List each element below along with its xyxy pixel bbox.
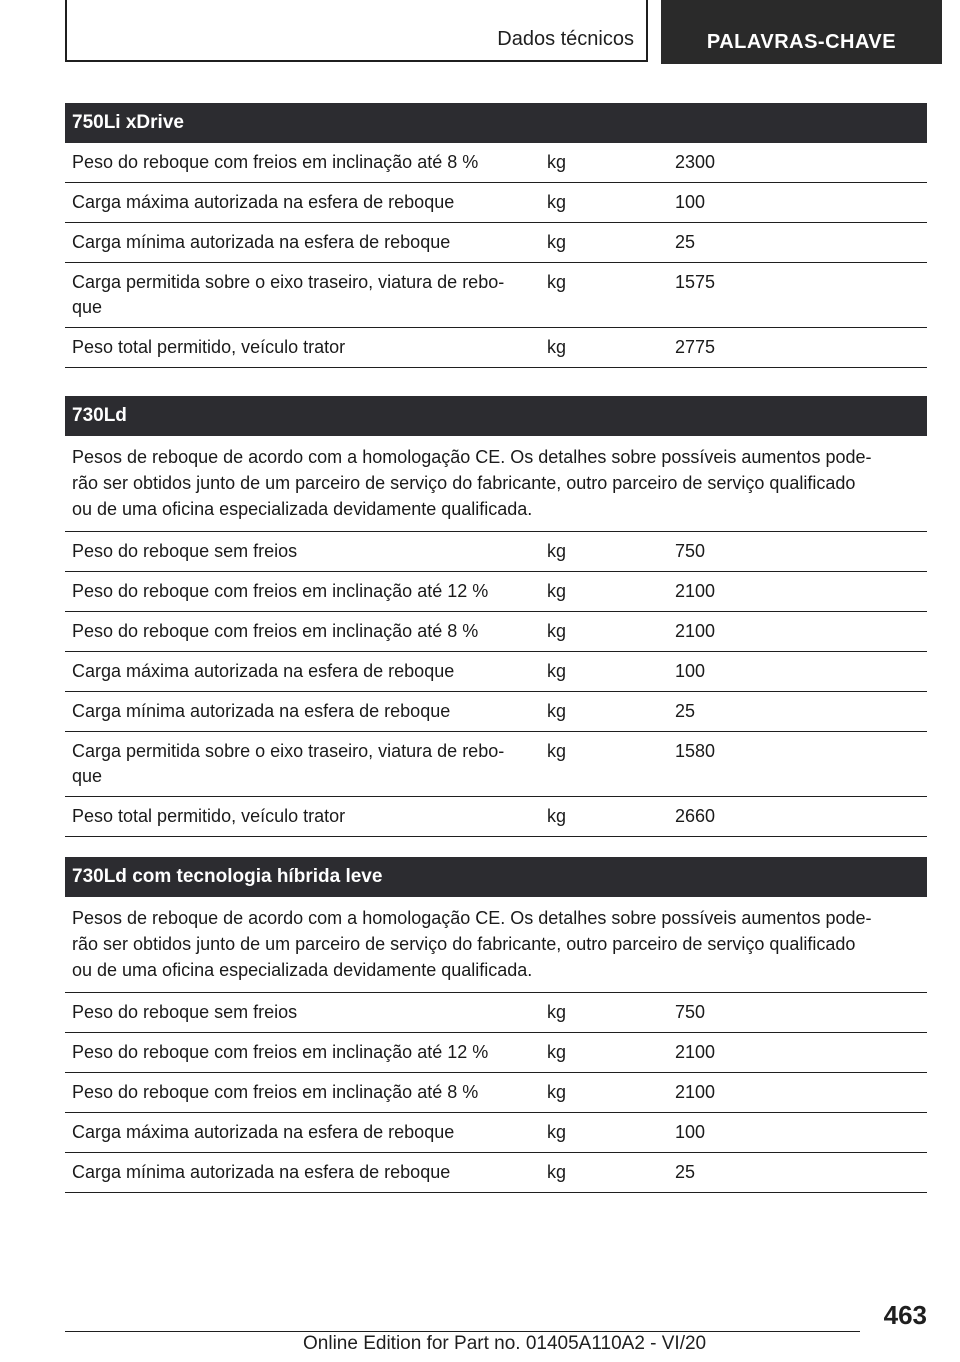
row-unit: kg	[547, 581, 567, 601]
row-value: 2775	[675, 337, 716, 357]
row-unit: kg	[547, 541, 567, 561]
section-title: 750Li xDrive	[65, 103, 927, 143]
row-unit: kg	[547, 192, 567, 212]
row-unit: kg	[547, 806, 567, 826]
table-row	[65, 732, 927, 797]
table-row	[65, 223, 927, 263]
table-row	[65, 1033, 927, 1073]
row-value: 100	[675, 1122, 706, 1142]
row-unit: kg	[547, 1082, 567, 1102]
row-unit: kg	[547, 1002, 567, 1022]
row-value: 750	[675, 1002, 706, 1022]
row-label: Peso do reboque sem freios	[72, 541, 298, 561]
section-description: Pesos de reboque de acordo com a homologação CE. Os detalhes sobre possíveis aumentos pode- rão ser obtidos junto de um parceiro de serviço do fabricante, outro parceiro de serviço qualificado ou de uma oficina especializada devidamente qualificada.	[65, 897, 927, 993]
table-row	[65, 1153, 927, 1193]
row-value: 2100	[675, 621, 716, 641]
section-title: 730Ld	[65, 396, 927, 436]
row-unit: kg	[547, 741, 567, 761]
row-label: Peso do reboque com freios em inclinação até 8 %	[72, 1082, 479, 1102]
table-row	[65, 1113, 927, 1153]
row-unit: kg	[547, 152, 567, 172]
row-label: Carga mínima autorizada na esfera de reboque	[72, 701, 451, 721]
table-row	[65, 183, 927, 223]
section-title: 730Ld com tecnologia híbrida leve	[65, 857, 927, 897]
row-unit: kg	[547, 1162, 567, 1182]
row-label: Carga mínima autorizada na esfera de reboque	[72, 232, 451, 252]
table-row	[65, 652, 927, 692]
row-value: 100	[675, 661, 706, 681]
table-row	[65, 143, 927, 183]
row-label: Carga máxima autorizada na esfera de reboque	[72, 661, 455, 681]
row-label: Peso do reboque com freios em inclinação até 12 %	[72, 581, 489, 601]
row-label: Carga permitida sobre o eixo traseiro, viatura de rebo- que	[72, 741, 505, 786]
row-label: Carga permitida sobre o eixo traseiro, viatura de rebo- que	[72, 272, 505, 317]
row-unit: kg	[547, 337, 567, 357]
table-row	[65, 1073, 927, 1113]
footer-divider	[65, 1331, 860, 1332]
row-value: 25	[675, 1162, 696, 1182]
section-description: Pesos de reboque de acordo com a homologação CE. Os detalhes sobre possíveis aumentos pode- rão ser obtidos junto de um parceiro de serviço do fabricante, outro parceiro de serviço qualificado ou de uma oficina especializada devidamente qualificada.	[65, 436, 927, 532]
table-row	[65, 572, 927, 612]
row-value: 1580	[675, 741, 716, 761]
page-number: 463	[883, 1300, 927, 1330]
row-unit: kg	[547, 661, 567, 681]
header-section-title: Dados técnicos	[497, 28, 634, 50]
row-label: Peso total permitido, veículo trator	[72, 806, 346, 826]
row-label: Peso do reboque com freios em inclinação até 8 %	[72, 152, 479, 172]
header-keywords-tab[interactable]: PALAVRAS-CHAVE	[661, 0, 942, 64]
row-unit: kg	[547, 232, 567, 252]
table-row	[65, 328, 927, 368]
spec-section-730ld-hybrid	[65, 857, 927, 1193]
row-label: Carga máxima autorizada na esfera de reboque	[72, 1122, 455, 1142]
row-value: 2660	[675, 806, 716, 826]
row-value: 2100	[675, 1042, 716, 1062]
table-row	[65, 692, 927, 732]
row-value: 25	[675, 701, 696, 721]
row-value: 2100	[675, 581, 716, 601]
row-unit: kg	[547, 272, 567, 292]
row-label: Peso do reboque com freios em inclinação até 8 %	[72, 621, 479, 641]
footer-edition: Online Edition for Part no. 01405A110A2 - VI/20	[303, 1333, 707, 1354]
table-row	[65, 612, 927, 652]
row-value: 100	[675, 192, 706, 212]
row-label: Peso do reboque com freios em inclinação até 12 %	[72, 1042, 489, 1062]
row-unit: kg	[547, 1042, 567, 1062]
table-row	[65, 797, 927, 837]
spec-section-750li	[65, 103, 927, 368]
row-unit: kg	[547, 1122, 567, 1142]
row-value: 2100	[675, 1082, 716, 1102]
table-row	[65, 263, 927, 328]
row-value: 1575	[675, 272, 716, 292]
row-label: Carga máxima autorizada na esfera de reboque	[72, 192, 455, 212]
row-value: 25	[675, 232, 696, 252]
row-label: Carga mínima autorizada na esfera de reboque	[72, 1162, 451, 1182]
row-unit: kg	[547, 701, 567, 721]
spec-section-730ld	[65, 396, 927, 837]
row-value: 2300	[675, 152, 716, 172]
row-label: Peso total permitido, veículo trator	[72, 337, 346, 357]
row-label: Peso do reboque sem freios	[72, 1002, 298, 1022]
row-unit: kg	[547, 621, 567, 641]
table-row	[65, 532, 927, 572]
row-value: 750	[675, 541, 706, 561]
table-row	[65, 993, 927, 1033]
